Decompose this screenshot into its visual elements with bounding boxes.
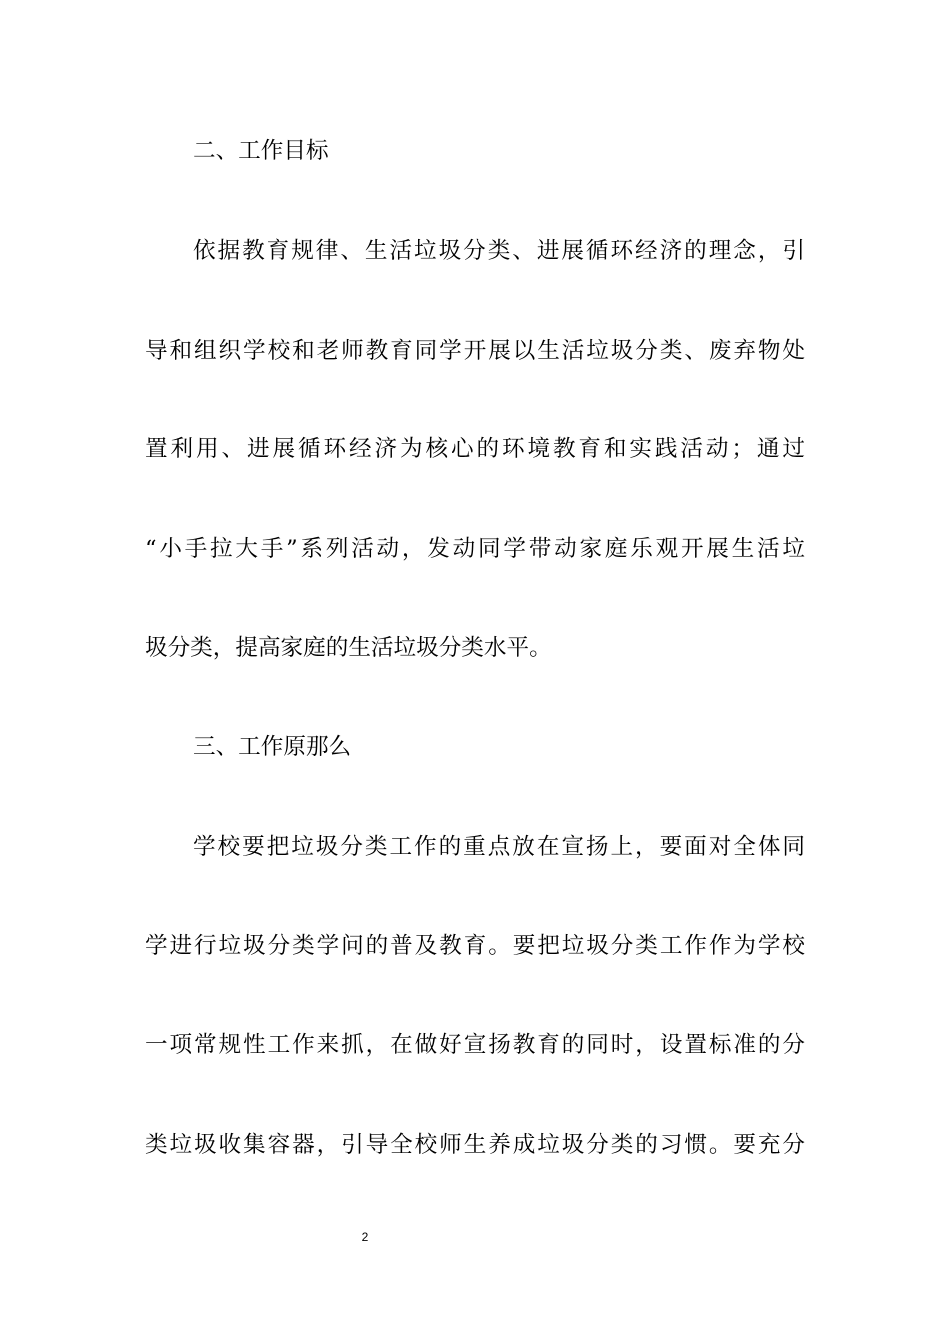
paragraph-line: 依据教育规律、生活垃圾分类、进展循环经济的理念，引	[193, 238, 805, 264]
paragraph-line: “小手拉大手”系列活动，发动同学带动家庭乐观开展生活垃	[145, 536, 805, 562]
section-heading-goals: 二、工作目标	[193, 138, 329, 164]
section-heading-principles: 三、工作原那么	[193, 734, 352, 760]
paragraph-line: 一项常规性工作来抓，在做好宣扬教育的同时，设置标准的分	[145, 1032, 805, 1058]
paragraph-line: 学校要把垃圾分类工作的重点放在宣扬上，要面对全体同	[193, 834, 805, 860]
paragraph-line: 置利用、进展循环经济为核心的环境教育和实践活动；通过	[145, 436, 805, 462]
paragraph-line: 导和组织学校和老师教育同学开展以生活垃圾分类、废弃物处	[145, 338, 805, 364]
paragraph-line: 学进行垃圾分类学问的普及教育。要把垃圾分类工作作为学校	[145, 933, 805, 959]
paragraph-line: 类垃圾收集容器，引导全校师生养成垃圾分类的习惯。要充分	[145, 1132, 805, 1158]
paragraph-line: 圾分类，提高家庭的生活垃圾分类水平。	[145, 635, 552, 661]
page-number: 2	[361, 1230, 369, 1244]
